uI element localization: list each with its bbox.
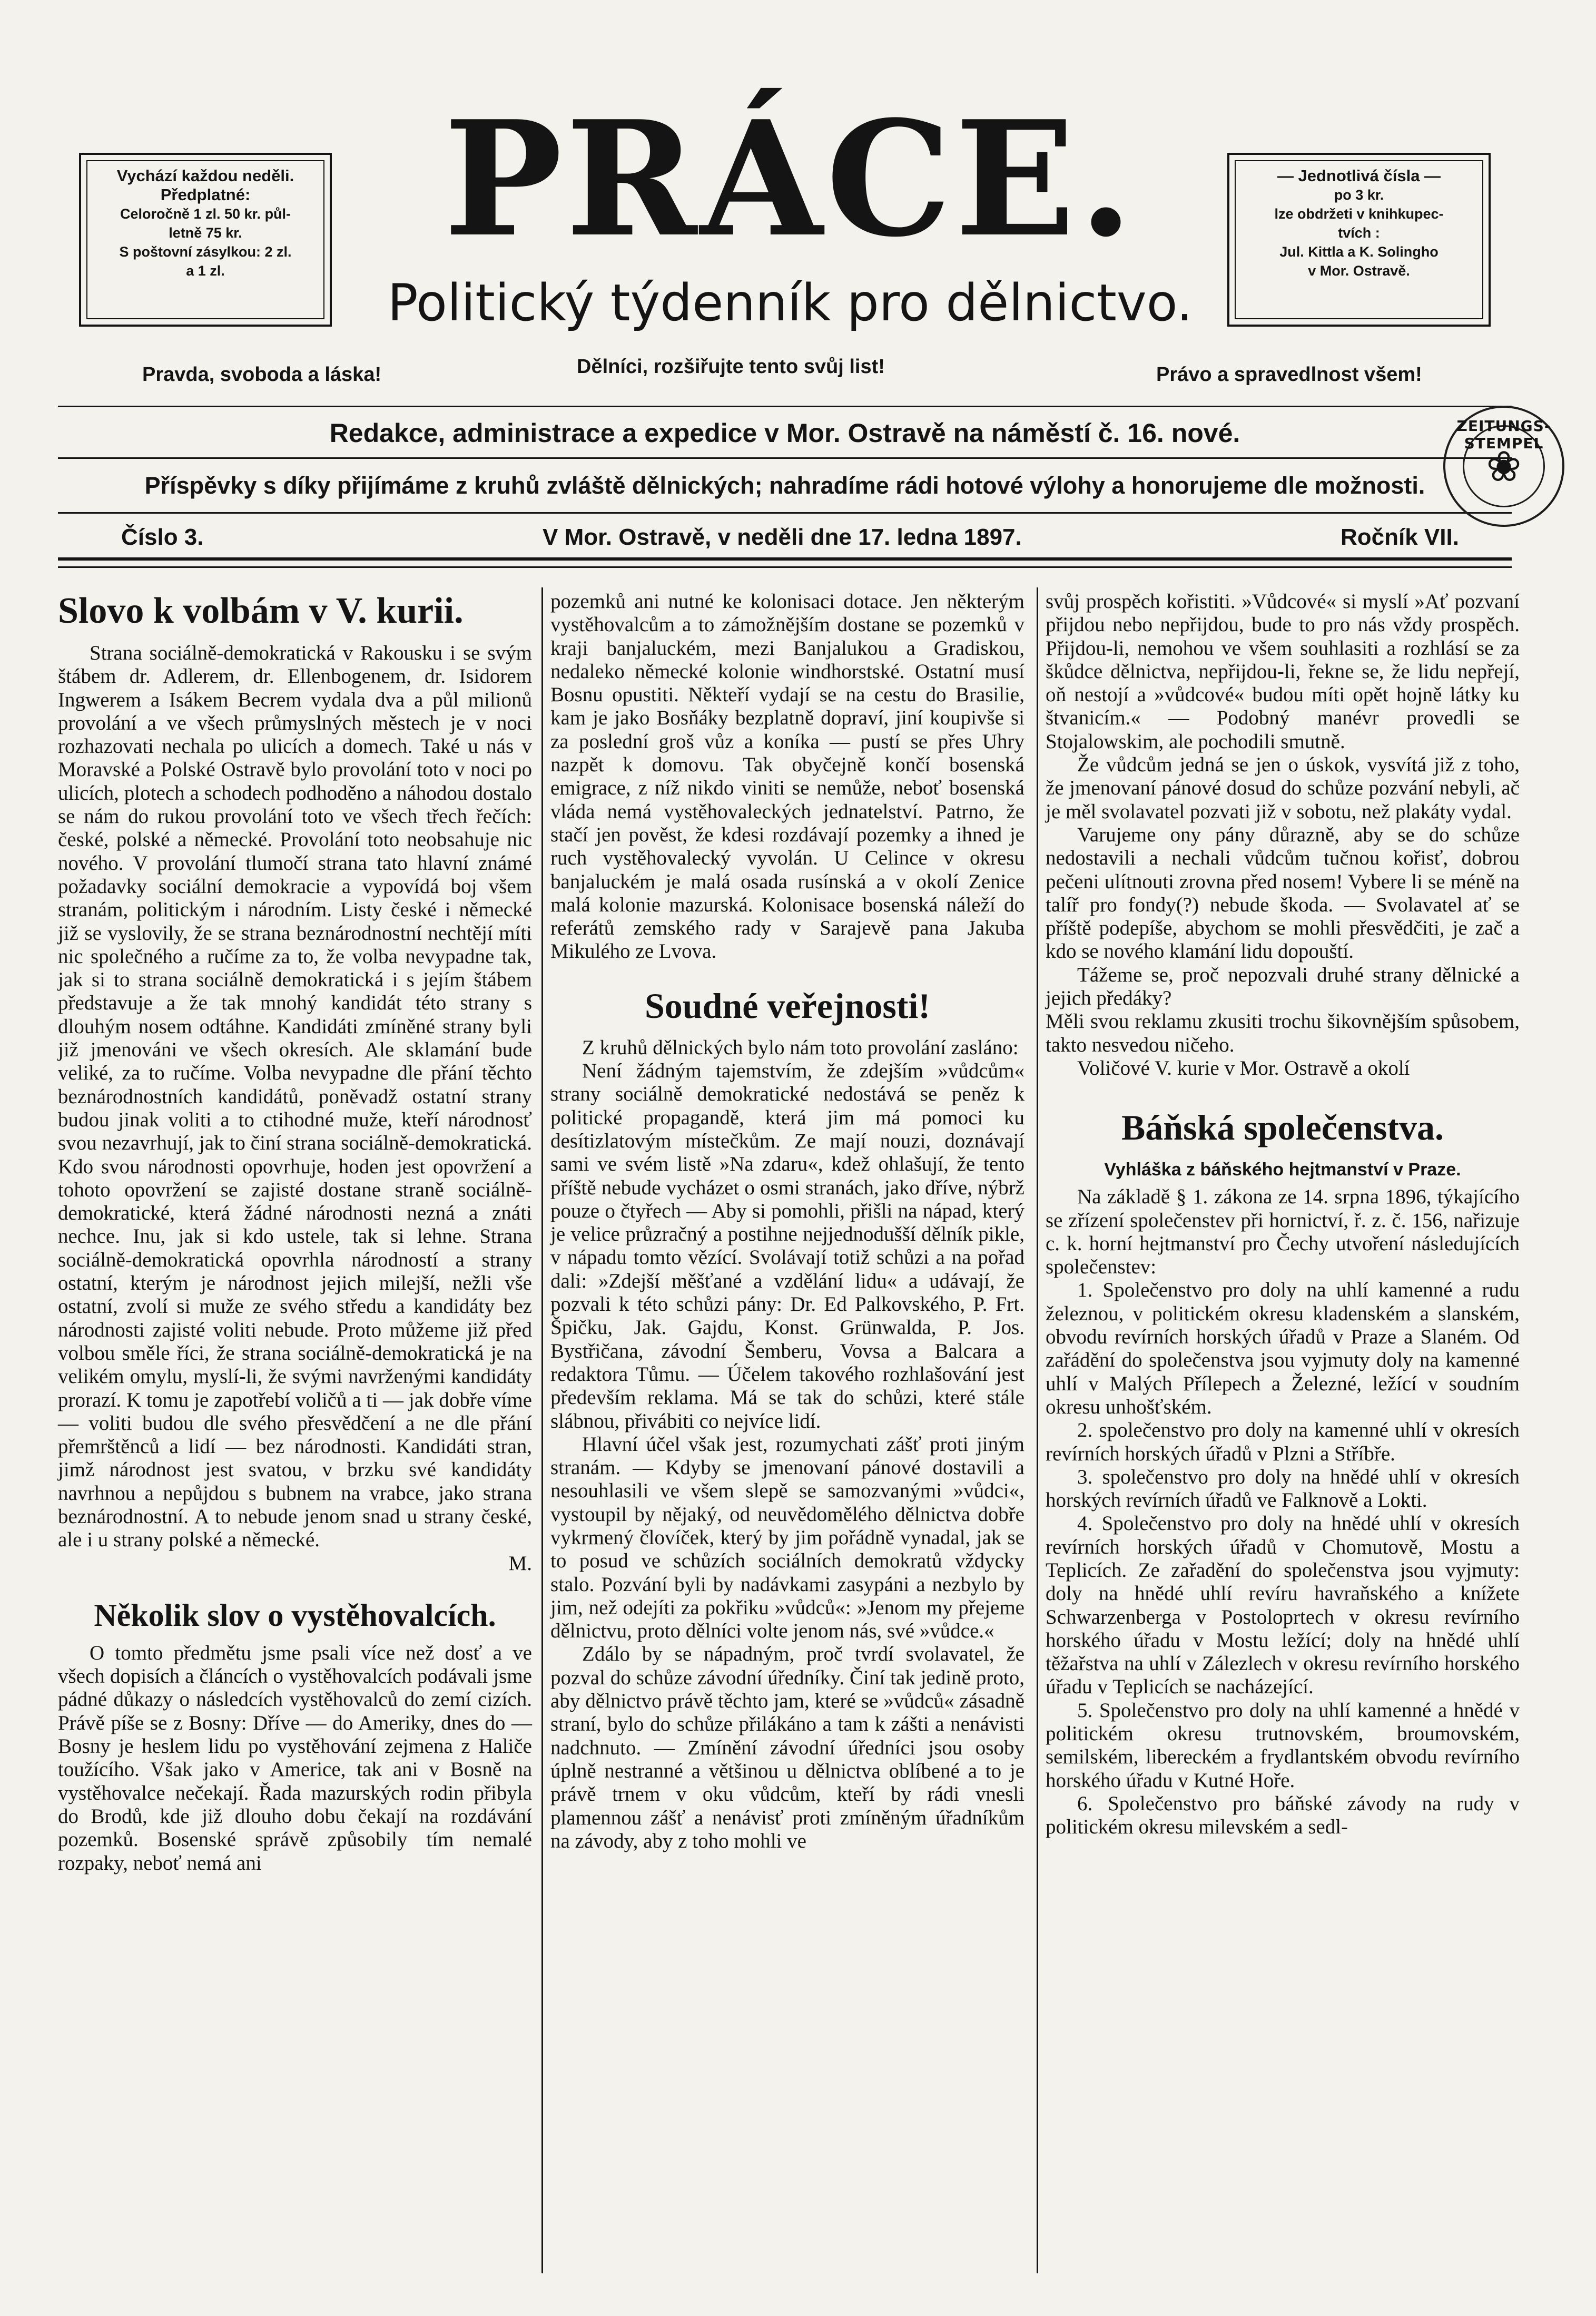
subscription-line: S poštovní zásylkou: 2 zl. (119, 244, 292, 260)
single-copy-box (1227, 153, 1491, 327)
single-copy-line: — Jednotlivá čísla — (1277, 166, 1441, 185)
article-title: Soudné veřejnosti! (644, 985, 931, 1026)
issue-date: V Mor. Ostravě, v neděli dne 17. ledna 1897. (543, 524, 1022, 550)
article-paragraph: Varujeme ony pány důrazně, aby se do schůze nedostavili a nechali vůdcům tučnou kořisť, dobrou pečeni ulítnouti zrovna před nosem! Vybere li se méně na talíř pro fondy(?) nebude škoda. — Svolavatel ať se příště podepíše, abychom se mohli přesvědčiti, je zač a kdo se nového klamání lidu dopouští. (1046, 823, 1520, 963)
article-paragraph: 2. společenstvo pro doly na kamenné uhlí v okresích revírních horských úřadů v Plzni a Stříbře. (1046, 1419, 1520, 1465)
article-title: Báňská společenstva. (1121, 1107, 1444, 1148)
notice-rule (58, 512, 1512, 514)
article-paragraph: Strana sociálně-demokratická v Rakousku i se svým štábem dr. Adlerem, dr. Ellenbogenem, dr. Isidorem Ingwerem a Isákem Becrem vydala dva a půl milionů provolání a ve všech průmyslných městech je v noci rozhazovati nechala po ulicích a domech. Také u nás v Moravské a Polské Ostravě bylo provolání toto v noci po ulicích, plotech a schodech podhoděno a náhodou dostalo se nám do rukou provolání toto ve všech třech řečích: české, polské a německé. Provolání toto neobsahuje nic nového. V provolání tlumočí strana tato hlavní známé požadavky sociální demokracie a vypovídá boj všem stranám, politickým i národním. Listy české i německé již se vyslovily, že se strana beznárodnostní nechtějí míti nic společného a ručíme za to, že volba nevypadne tak, jak si to strana sociálně demokratická i s jejím štábem představuje a že tak mnohý kandidát této strany s dlouhým nosem odtáhne. Kandidáti zmíněné strany byli již jmenováni ve všech okresích. Ale sklamání bude veliké, za to ručíme. Volba nevypadne dle přání těchto beznárodnostních kandidátů, poněvadž ostatní strany budou jinak voliti a to ctihodné muže, kteří národnosť svou nezavrhují, jak to činí strana sociálně-demokratická. Kdo svou národnosti opovrhuje, hoden jest opovržení a tohoto opovržení se zajisté dostane straně sociálně-demokratické, která žádné národnosti nezná a znáti nechce. Inu, jak si kdo ustele, tak si lehne. Strana sociálně-demokratická opovrhla národností a strany ostatní, kterým je národnost jejich milejší, nežli vše ostatní, zvolí si muže ze svého středu a kandidáty bez národnosti zajisté voliti nebude. Proto můžeme již před volbou směle říci, že strana sociálně-demokratická je na velikém omylu, myslí-li, že svými navrženými kandidáty prorazí. K tomu je zapotřebí voličů a ti — jak dobře víme — voliti budou dle svého přesvědčení a ne dle přání přemrštěnců a lidí — bez národnosti. Kandidáti stran, jimž národnost jest svatou, v brzku své kandidáty navrhnou a nepůjdou s bubnem na vrabce, jako strana beznárodnostní. A to nebude jenom snad u strany české, ale i u strany polské a německé. (58, 642, 532, 1552)
eagle-icon: ❀ (1463, 425, 1545, 507)
article-paragraph: Že vůdcům jedná se jen o úskok, vysvítá již z toho, že jmenovaní pánové dosud do schůze pozvání nebyli, ač je měl svolavatel pozvati již v sobotu, než plakáty vydal. (1046, 753, 1520, 823)
article-paragraph: 4. Společenstvo pro doly na hnědé uhlí v okresích revírních horských úřadů v Chomutově, Mostu a Teplicích. Ze zařadění do společenstva jsou vyjmuty: doly na hnědé uhlí revíru havraňského a knížete Schwarzenberga v Postoloprtech v okresu revírního horského úřadu v Mostu ležící; doly na hnědé uhlí těžařstva na uhlí v Zálezlech v okresu revírního horského úřadu v Teplicích se nacházející. (1046, 1512, 1520, 1699)
masthead-rule (58, 406, 1512, 407)
article-paragraph: Hlavní účel však jest, rozumychati zášť proti jiným stranám. — Kdyby se jmenovaní pánové dostavili a nesouhlasili ve všem slepě se samozvanými »vůdci«, vystoupil by nějaký, od neuvědomělého dělnictva dobře vykrmený človíček, který by jim pořádně vynadal, jak se to posud ve schůzích sociálních demokratů vždycky stalo. Pozvání byli by nadávkami zasypáni a nezbylo by jim, než odejíti za pokřiku »vůdců«: »Jenom my přejeme dělnictvu, proto dělníci volte jenom nás, své »vůdce.« (550, 1432, 1024, 1643)
issue-volume: Ročník VII. (1341, 524, 1459, 550)
stamp-text: ZEITUNGS-STEMPEL (1456, 417, 1551, 452)
single-copy-line: Jul. Kittla a K. Solingho (1279, 244, 1439, 260)
subscription-line: Vychází každou neděli. (116, 166, 294, 185)
editorial-address: Redakce, administrace a expedice v Mor. Ostravě na náměstí č. 16. nové. (329, 418, 1240, 448)
column-2 (550, 590, 1024, 1853)
article-paragraph: 5. Společenstvo pro doly na uhlí kamenné a hnědé v politickém okresu trutnovském, broumovském, semilském, libereckém a frydlantském obvodu revírního horského úřadu v Kutné Hoře. (1046, 1699, 1520, 1792)
column-1 (58, 590, 532, 1875)
motto-center: Dělníci, rozšiřujte tento svůj list! (577, 356, 885, 378)
column-rule (541, 587, 543, 2273)
masthead-subtitle: Politický týdenník pro dělnictvo. (387, 273, 1193, 332)
article-title: Několik slov o vystěhovalcích. (94, 1597, 496, 1633)
single-copy-line: tvích : (1338, 225, 1380, 241)
article-paragraph: Zdálo by se nápadným, proč tvrdí svolavatel, že pozval do schůze závodní úředníky. Činí tak jedině proto, aby dělnictvo právě těchto jam, které se »vůdců« zásadně straní, bylo do schůze přilákáno a tam k zášti a nenávisti nadchnuto. — Zmínění závodní úředníci jsou osoby úplně nestranné a většinou u dělnictva oblíbené a to je právě trnem v oku vůdcům, kteří by rádi vnesli plamennou zášť a nenávisť proti zmíněným úřadníkům na závody, aby z toho mohli ve (550, 1643, 1024, 1852)
article-paragraph: 1. Společenstvo pro doly na uhlí kamenné a rudu železnou, v politickém okresu kladenském a slanském, obvodu revírních horských úřadů v Praze a Slaném. Od zařádění do společenstva jsou vyjmuty doly na kamenné uhlí v Malých Přílepech a Železné, ležící v soudním okresu unhošťském. (1046, 1279, 1520, 1418)
article-signature: Voličové V. kurie v Mor. Ostravě a okolí (1077, 1056, 1410, 1080)
masthead-title: PRÁCE. (444, 86, 1137, 272)
article-paragraph: pozemků ani nutné ke kolonisaci dotace. Jen některým vystěhovalcům a to zámožnějším dostane se pozemků v kraji banjaluckém, mezi Banjalukou a Gradiskou, nedaleko německé kolonie windhorstské. Ostatní musí Bosnu opustiti. Někteří vydají se na cestu do Brasilie, kam je jako Bosňáky bezplatně dopraví, jiní koupivše si za poslední groš vůz a koníka — pustí se přes Uhry nazpět k domovu. Tak obyčejně končí bosenská emigrace, z níž nikdo viniti se nemůže, neboť bosenská vláda nemá vystěhovaleckých jednatelství. Patrno, že stačí jen pověst, že kdesi rozdávají pozemky a ihned je ruch vystěhovalecký vyvolán. U Celince v okresu banjaluckém je malá osada rusínská a v okolí Zenice malá kolonie mazurská. Kolonisace bosenská náleží do referátů zemského rady v Sarajevě pana Jakuba Mikulého ze Lvova. (550, 590, 1024, 963)
address-rule (58, 457, 1512, 459)
column-rule (1037, 587, 1038, 2273)
motto-right: Právo a spravedlnost všem! (1156, 364, 1422, 386)
contributions-notice: Příspěvky s díky přijímáme z kruhů zvláště dělnických; nahradíme rádi hotové výlohy a honorujeme dle možnosti. (144, 472, 1425, 499)
article-paragraph: O tomto předmětu jsme psali více než dosť a ve všech dopisích a článcích o vystěhovalcích podávali jsme pádné důkazy o následcích vystěhovalců do zemí cizích. Právě píše se z Bosny: Dříve — do Ameriky, dnes do — Bosny je heslem lidu po vystěhování zejmena z Haliče toužícího. Však jako v Americe, tak ani v Bosně na vystěhovalce nečekají. Řada mazurských rodin přibyla do Brodů, kde již dlouho dobu čekají na rozdávání pozemků. Bosenské správě způsobily tím nemalé rozpaky, neboť nemá ani (58, 1641, 532, 1875)
subscription-line: Celoročně 1 zl. 50 kr. půl- (120, 206, 291, 222)
issue-rule (58, 557, 1512, 561)
issue-number: Číslo 3. (121, 524, 204, 550)
article-paragraph: Z kruhů dělnických bylo nám toto provolání zasláno: (582, 1036, 1019, 1059)
article-paragraph: Měli svou reklamu zkusiti trochu šikovnějším spůsobem, takto nesvedou ničeho. (1046, 1010, 1520, 1056)
single-copy-line: lze obdržeti v knihkupec- (1274, 206, 1444, 222)
subscription-box (79, 153, 332, 327)
article-subtitle: Vyhláška z báňského hejtmanství v Praze. (1104, 1160, 1461, 1180)
article-paragraph: 6. Společenstvo pro báňské závody na rudy v politickém okresu milevském a sedl- (1046, 1792, 1520, 1839)
article-paragraph: Tážeme se, proč nepozvali druhé strany dělnické a jejich předáky? (1046, 963, 1520, 1010)
newspaper-stamp (1443, 406, 1564, 527)
motto-left: Pravda, svoboda a láska! (142, 364, 382, 386)
subscription-line: letně 75 kr. (169, 225, 242, 241)
subscription-line: a 1 zl. (186, 263, 225, 279)
article-paragraph: Na základě § 1. zákona ze 14. srpna 1896, týkajícího se zřízení společenstev při hornictví, ř. z. č. 156, nařizuje c. k. horní hejtmanství pro Čechy utvoření následujících společenstev: (1046, 1185, 1520, 1279)
subscription-line: Předplatné: (160, 185, 251, 204)
article-title: Slovo k volbám v V. kurii. (58, 591, 464, 631)
issue-rule-thin (58, 566, 1512, 568)
column-3 (1046, 590, 1520, 1839)
single-copy-line: po 3 kr. (1334, 187, 1384, 203)
single-copy-line: v Mor. Ostravě. (1308, 263, 1410, 279)
article-paragraph: Není žádným tajemstvím, že zdejším »vůdcům« strany sociálně demokratické nedostává se peněz k politické propagandě, která jim má pomoci ku desítizlatovým místečkům. Ze mají nouzi, doznávají sami ve svém listě »Na zdaru«, kdež ohlašují, že tento příště nebude vycházet o osmi stranách, jako dříve, nýbrž pouze o čtyřech — Aby si pomohli, přišli na nápad, který je velice průzračný a postihne nejjednodušší dělník pikle, v nápadu tomto vězící. Svolávají totiž schůzi a na pořad dali: »Zdejší měšťané a vzdělání lidu« a udávají, že pozvali k této schůzi pány: Dr. Ed Palkovského, P. Frt. Špičku, Jak. Gajdu, Konst. Grünwalda, P. Jos. Bystřičana, závodní Šemberu, Vovsa a Balcara a redaktora Tůmu. — Účelem takového rozhlašování jest především reklama. Má se tak do schůzi, které stále slábnou, přivábiti co nejvíce lidí. (550, 1059, 1024, 1432)
article-paragraph: 3. společenstvo pro doly na hnědé uhlí v okresích horských revírních úřadů ve Falknově a Lokti. (1046, 1465, 1520, 1512)
article-signature: M. (508, 1552, 532, 1575)
article-paragraph: svůj prospěch kořistiti. »Vůdcové« si myslí »Ať pozvaní přijdou nebo nepřijdou, bude to pro nás vždy prospěch. Přijdou-li, nemohou ve všem souhlasiti a rozhlásí se za škůdce dělnictva, nepřijdou-li, řekne se, že lidu nepřejí, oň nestojí a »vůdcové« budou míti opět hojně látky ku štvanicím.« — Podobný manévr provedli se Stojalowskim, ale pochodili smutně. (1046, 590, 1520, 753)
